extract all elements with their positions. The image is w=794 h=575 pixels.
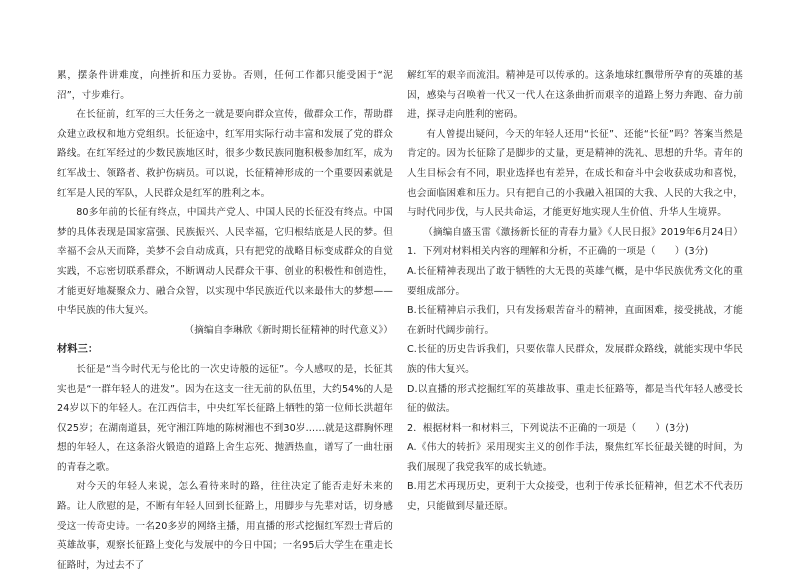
option-d: D.以直播的形式挖掘红军的英雄故事、重走长征路等，都是当代年轻人感受长征的做法。 xyxy=(407,383,743,415)
option-b: B.长征精神启示我们，只有发扬艰苦奋斗的精神，直面困难，接受挑战，才能在新时代阔步前行。 xyxy=(407,305,743,336)
paragraph: 长征是“当今时代无与伦比的一次史诗般的远征”。今人感叹的是，长征其实也是“一群年轻人的进发”。因为在这支一往无前的队伍里，大约54%的人是24岁以下的年轻人。在江西信丰，中央红军长征路上牺牲的第一位师长洪超年仅25岁；在湖南道县，死守湘江阵地的陈树湘也不到30岁……就是这群胸怀理想的年轻人，在这条浴火锻造的道路上舍生忘死、抛洒热血，谱写了一曲壮丽的青春之歌。 xyxy=(57,363,393,473)
paragraph: 80多年前的长征有终点，中国共产党人、中国人民的长征没有终点。中国梦的具体表现是国家富强、民族振兴、人民幸福，它归根结底是人民的梦。但幸福不会从天而降，美梦不会自动成真，只有把党的战略目标变成群众的自觉实践，不忘密切联系群众，不断调动人民群众干事、创业的积极性和创造性，才能更好地凝聚众力、融合众智，以实现中华民族近代以来最伟大的梦想——中华民族的伟大复兴。 xyxy=(57,207,393,317)
source-citation: （摘编自盛玉雷《激扬新长征的青春力量》《人民日报》2019年6月24日） xyxy=(423,226,743,238)
paragraph: 有人曾提出疑问，今天的年轻人还用“长征”、还能“长征”吗？答案当然是肯定的。因为长征除了是脚步的丈量，更是精神的洗礼、思想的升华。青年的人生目标会有不同，职业选择也有差异，在成长和奋斗中会收获成功和喜悦，也会面临困难和压力。只有把自己的小我融入祖国的大我、人民的大我之中，与时代同步伐，与人民共命运，才能更好地实现人生价值、升华人生境界。 xyxy=(407,128,743,219)
paragraph: 解红军的艰辛而流泪。精神是可以传承的。这条地球红飘带所孕育的英雄的基因，感染与召唤着一代又一代人在这条曲折而艰辛的道路上努力奔跑、奋力前进，探寻走向胜利的密码。 xyxy=(407,70,743,121)
question-stem: 1．下列对材料相关内容的理解和分析，不正确的一项是（ ）(3分) xyxy=(407,246,709,258)
option-c: C.长征的历史告诉我们，只要依靠人民群众，发展群众路线，就能实现中华民族的伟大复兴。 xyxy=(407,344,743,375)
paragraph: 累，摆条件讲难度，向挫折和压力妥协。否则，任何工作都只能受困于“泥沼”，寸步难行。 xyxy=(57,70,393,101)
option-a: A.长征精神表现出了敢于牺牲的大无畏的英雄气概，是中华民族优秀文化的重要组成部分。 xyxy=(407,265,743,297)
option-b: B.用艺术再现历史，更利于大众接受，也利于传承长征精神，但艺术不代表历史，只能做到尽量还原。 xyxy=(407,481,743,513)
material-heading: 材料三： xyxy=(57,344,99,356)
right-column xyxy=(407,66,743,517)
question-stem: 2．根据材料一和材料三，下列说法不正确的一项是（ ）(3分) xyxy=(407,422,689,434)
paragraph: 对今天的年轻人来说，怎么看待来时的路，往往决定了能否走好未来的路。让人欣慰的是，不断有年轻人回到长征路上，用脚步与先辈对话，切身感受这一传奇史诗。一名20多岁的网络主播，用直播的形式挖掘红军烈士背后的英雄故事，观察长征路上变化与发展中的今日中国；一名95后大学生在重走长征路时，为过去不了 xyxy=(57,481,393,571)
paragraph: 在长征前，红军的三大任务之一就是要向群众宣传，做群众工作，帮助群众建立政权和地方党组织。长征途中，红军用实际行动丰富和发展了党的群众路线。在红军经过的少数民族地区时，很多少数民族同胞积极参加红军，成为红军战士、领路者、救护伤病员。可以说，长征精神形成的一个重要因素就是红军是人民的军队，人民群众是红军的胜利之本。 xyxy=(57,109,393,199)
source-citation: （摘编自李琳欣《新时期长征精神的时代意义》） xyxy=(184,324,393,336)
left-column xyxy=(57,66,393,575)
option-a: A.《伟大的转折》采用现实主义的创作手法，聚焦红军长征最关键的时间，为我们展现了我党我军的成长轨迹。 xyxy=(407,442,743,473)
